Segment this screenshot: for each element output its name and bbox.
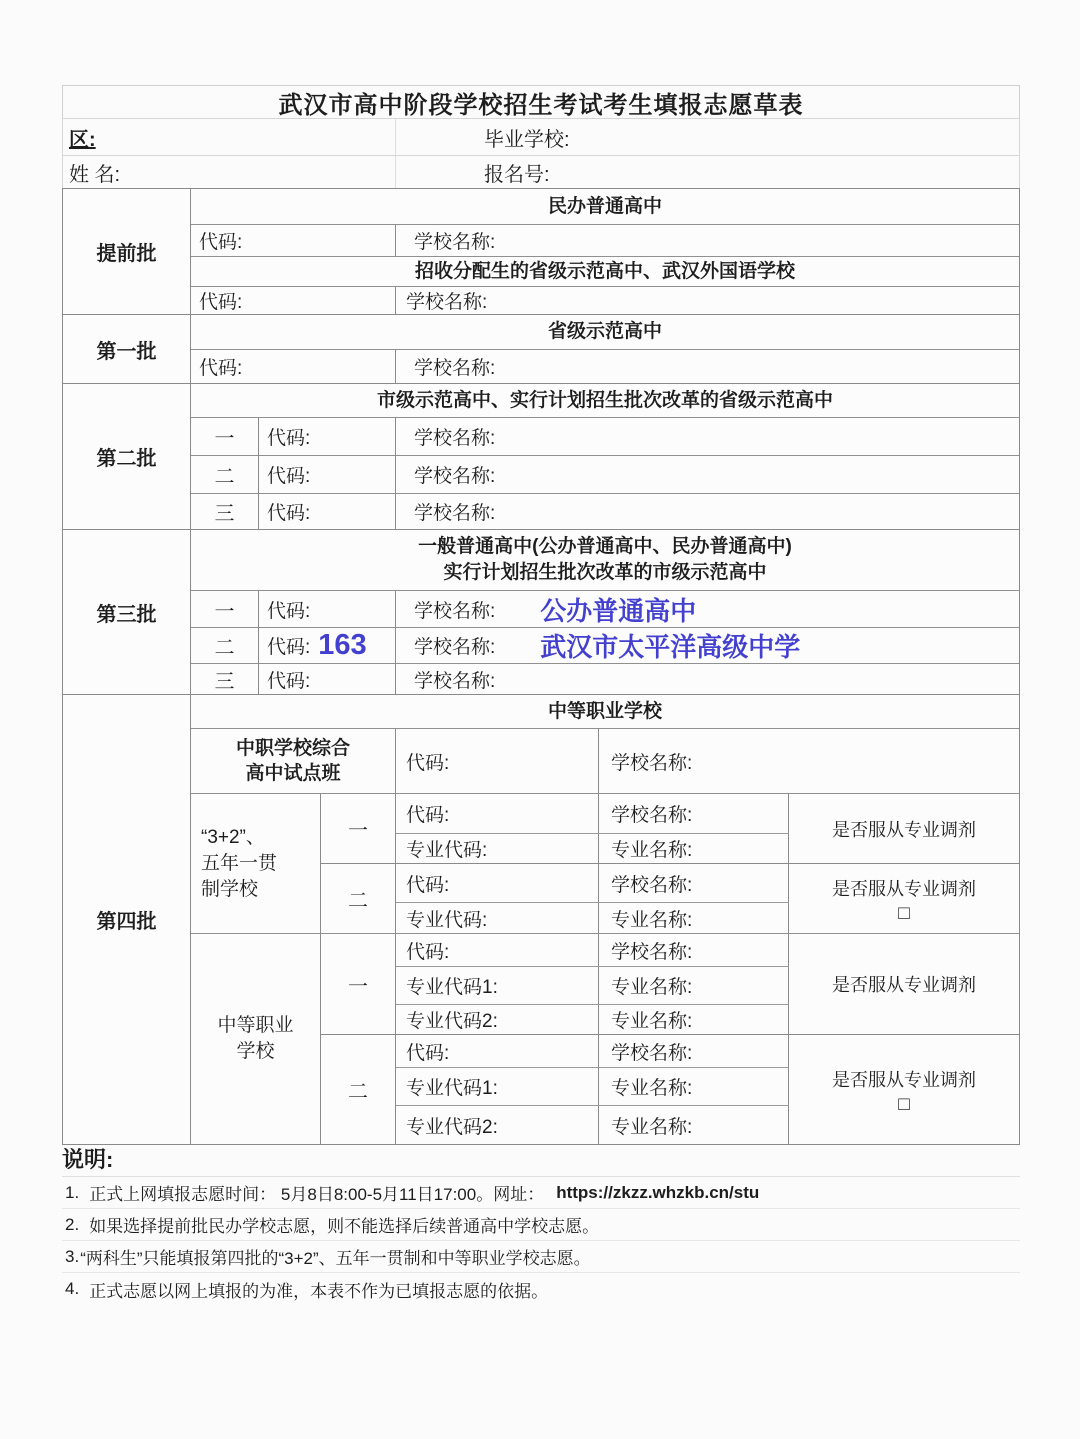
adjust-cell (789, 794, 1019, 863)
note-text: 正式志愿以网上填报的为准，本表不作为已填报志愿的依据。 (89, 1281, 549, 1301)
school-name-field-cell (396, 591, 1019, 627)
sub-row-1 (321, 934, 1019, 1034)
adjust-cell (789, 1035, 1019, 1144)
major-name-field-cell (599, 1106, 789, 1144)
code-label: 代码: (267, 600, 311, 622)
code-label: 代码: (267, 637, 311, 658)
pilot-class-row (191, 728, 1019, 793)
major-code-field-cell (396, 903, 599, 933)
info-row-name (62, 155, 1020, 188)
school-name-label: 学校名称: (414, 670, 496, 692)
table-row (191, 417, 1019, 455)
code-field-cell (191, 225, 396, 256)
adjust-cell (789, 934, 1019, 1034)
section-header-private-high: 民办普通高中 (547, 195, 662, 217)
rank-label: 二 (191, 456, 259, 493)
adjust-checkbox[interactable]: □ (898, 902, 910, 924)
school-name-field-cell (396, 350, 1019, 383)
code-field-cell (191, 287, 396, 314)
batch-4-label: 第四批 (63, 695, 191, 1144)
school-value-pacific-high: 武汉市太平洋高级中学 (540, 632, 801, 662)
batches-table (62, 188, 1020, 1145)
school-name-field-cell (599, 729, 1019, 793)
major-name-field-cell (599, 1068, 789, 1105)
code-label: 代码: (199, 232, 243, 253)
rank-label: 一 (321, 934, 396, 1034)
note-item (62, 1241, 1020, 1273)
major-name-label: 专业名称: (611, 1011, 693, 1032)
school-name-label: 学校名称: (611, 805, 693, 826)
school-name-label: 学校名称: (414, 637, 496, 658)
form-sheet (62, 85, 1020, 1305)
section-header-distribution: 招收分配生的省级示范高中、武汉外国语学校 (191, 256, 1019, 286)
major-code1-field-cell (396, 1068, 599, 1105)
sub-row-1 (321, 794, 1019, 863)
group-3plus2-label: “3+2”、 五年一贯 制学校 (191, 794, 321, 933)
major-name-label: 专业名称: (611, 909, 693, 931)
code-label: 代码: (406, 941, 450, 963)
rank-label: 二 (321, 1035, 396, 1144)
school-name-field-cell (599, 934, 789, 966)
code-label: 代码: (406, 1042, 450, 1064)
major-name-field-cell (599, 903, 789, 933)
school-name-label: 学校名称: (406, 292, 488, 313)
note-number: 3. (65, 1246, 80, 1266)
major-name-field-cell (599, 1005, 789, 1034)
major-code-field-cell (396, 834, 599, 863)
major-code2-label: 专业代码2: (406, 1116, 498, 1138)
volunteer-url[interactable]: https://zkzz.whzkb.cn/stu (556, 1182, 760, 1202)
rank-label: 三 (191, 494, 259, 529)
code-field-cell (259, 591, 396, 627)
notes-heading: 说明: (62, 1145, 1020, 1177)
rank-label: 一 (191, 418, 259, 455)
code-field-cell (191, 350, 396, 383)
table-row (396, 833, 789, 863)
pilot-class-label: 中职学校综合 高中试点班 (191, 729, 396, 793)
group-vocational-label: 中等职业 学校 (191, 934, 321, 1144)
major-code-label: 专业代码: (406, 909, 488, 931)
adjust-label: 是否服从专业调剂 (832, 878, 976, 899)
major-code1-label: 专业代码1: (406, 977, 498, 998)
code-label: 代码: (267, 670, 311, 692)
batch-3 (63, 529, 1019, 694)
code-field-cell (396, 864, 599, 902)
graduation-school-label: 毕业学校: (484, 128, 570, 151)
major-code2-label: 专业代码2: (406, 1011, 498, 1032)
note-number: 1. (65, 1182, 80, 1202)
code-label: 代码: (267, 466, 311, 487)
table-row (191, 224, 1019, 256)
note-text: “两科生”只能填报第四批的“3+2”、五年一贯制和中等职业学校志愿。 (80, 1249, 591, 1268)
section-header-municipal: 市级示范高中、实行计划招生批次改革的省级示范高中 (376, 389, 833, 411)
table-row (396, 1105, 789, 1144)
batch-3-label: 第三批 (63, 530, 191, 694)
note-text: 正式上网填报志愿时间： 5月8日8:00-5月11日17:00。网址： (89, 1185, 545, 1204)
code-label: 代码: (406, 752, 450, 774)
note-number: 4. (65, 1279, 80, 1298)
batch-1 (63, 314, 1019, 383)
major-code-label: 专业代码: (406, 840, 488, 861)
code-field-cell (259, 628, 396, 663)
table-row (396, 1035, 789, 1067)
batch-2 (63, 383, 1019, 529)
section-header-general (191, 530, 1019, 590)
code-label: 代码: (267, 503, 311, 524)
code-field-cell (259, 418, 396, 455)
major-code2-field-cell (396, 1106, 599, 1144)
school-value-public-high: 公办普通高中 (540, 595, 697, 626)
adjust-checkbox[interactable]: □ (898, 1093, 910, 1115)
batch-2-label: 第二批 (63, 384, 191, 529)
school-name-label: 学校名称: (414, 466, 496, 487)
major-name-field-cell (599, 967, 789, 1004)
rank-label: 二 (191, 628, 259, 663)
batch-4 (63, 694, 1019, 1144)
batch-advance-label: 提前批 (63, 189, 191, 314)
code-label: 代码: (406, 874, 450, 896)
code-field-cell (396, 1035, 599, 1067)
school-name-field-cell (599, 794, 789, 833)
code-field-cell (259, 664, 396, 694)
district-label: 区: (69, 128, 96, 151)
school-name-label: 学校名称: (611, 874, 693, 896)
table-row (396, 934, 789, 966)
section-header-provincial: 省级示范高中 (547, 321, 662, 342)
rank-label: 一 (321, 794, 396, 863)
table-row (191, 455, 1019, 493)
code-label: 代码: (199, 358, 243, 379)
note-item (62, 1273, 1020, 1305)
section-header-line1: 一般普通高中(公办普通高中、民办普通高中) (418, 536, 792, 557)
info-row-district (62, 118, 1020, 155)
school-name-field-cell (396, 225, 1019, 256)
school-name-label: 学校名称: (414, 232, 496, 253)
section-header-line2: 实行计划招生批次改革的市级示范高中 (443, 562, 767, 583)
table-row (396, 1004, 789, 1034)
school-name-label: 学校名称: (414, 600, 496, 622)
code-field-cell (259, 456, 396, 493)
major-name-label: 专业名称: (611, 1116, 693, 1138)
table-row (191, 663, 1019, 694)
major-code1-field-cell (396, 967, 599, 1004)
code-label: 代码: (267, 428, 311, 449)
table-row (396, 1067, 789, 1105)
section-header-secondary-vocational: 中等职业学校 (547, 700, 662, 722)
code-label: 代码: (199, 292, 243, 313)
code-value-163: 163 (318, 629, 367, 661)
code-field-cell (396, 729, 599, 793)
adjust-label: 是否服从专业调剂 (832, 819, 976, 840)
notes-section (62, 1145, 1020, 1305)
table-row (191, 590, 1019, 627)
code-field-cell (259, 494, 396, 529)
sub-row-2 (321, 1034, 1019, 1144)
school-name-field-cell (599, 864, 789, 902)
code-label: 代码: (406, 805, 450, 826)
group-vocational (191, 933, 1019, 1144)
title-row (62, 85, 1020, 118)
note-text: 如果选择提前批民办学校志愿，则不能选择后续普通高中学校志愿。 (89, 1217, 600, 1236)
major-name-label: 专业名称: (611, 840, 693, 861)
table-row (396, 864, 789, 902)
school-name-label: 学校名称: (414, 428, 496, 449)
table-row (191, 349, 1019, 383)
graduation-school-cell (396, 119, 1019, 155)
school-name-field-cell (396, 456, 1019, 493)
school-name-field-cell (599, 1035, 789, 1067)
school-name-label: 学校名称: (611, 752, 693, 774)
district-cell (63, 119, 396, 155)
form-title: 武汉市高中阶段学校招生考试考生填报志愿草表 (278, 91, 804, 119)
note-item (62, 1209, 1020, 1241)
major-name-label: 专业名称: (611, 977, 693, 998)
rank-label: 三 (191, 664, 259, 694)
major-code2-field-cell (396, 1005, 599, 1034)
rank-label: 一 (191, 591, 259, 627)
batch-1-label: 第一批 (63, 315, 191, 383)
note-number: 2. (65, 1214, 80, 1234)
sub-row-2 (321, 863, 1019, 933)
code-field-cell (396, 794, 599, 833)
major-code1-label: 专业代码1: (406, 1078, 498, 1099)
table-row (396, 966, 789, 1004)
table-row (396, 902, 789, 933)
adjust-cell (789, 864, 1019, 933)
adjust-label: 是否服从专业调剂 (832, 975, 976, 995)
school-name-label: 学校名称: (611, 941, 693, 963)
school-name-label: 学校名称: (611, 1042, 693, 1064)
name-cell (63, 156, 396, 188)
note-item (62, 1177, 1020, 1209)
name-label: 姓 名: (69, 163, 121, 186)
school-name-field-cell (396, 287, 1019, 314)
code-field-cell (396, 934, 599, 966)
table-row (191, 493, 1019, 529)
table-row (191, 627, 1019, 663)
registration-number-label: 报名号: (484, 163, 550, 186)
table-row (396, 794, 789, 833)
group-3plus2 (191, 793, 1019, 933)
registration-number-cell (396, 156, 1019, 188)
school-name-field-cell (396, 628, 1019, 663)
adjust-label: 是否服从专业调剂 (832, 1069, 976, 1090)
major-name-field-cell (599, 834, 789, 863)
major-name-label: 专业名称: (611, 1078, 693, 1099)
school-name-field-cell (396, 494, 1019, 529)
batch-advance (63, 189, 1019, 314)
school-name-label: 学校名称: (414, 358, 496, 379)
table-row (191, 286, 1019, 314)
school-name-label: 学校名称: (414, 503, 496, 524)
school-name-field-cell (396, 664, 1019, 694)
rank-label: 二 (321, 864, 396, 933)
school-name-field-cell (396, 418, 1019, 455)
